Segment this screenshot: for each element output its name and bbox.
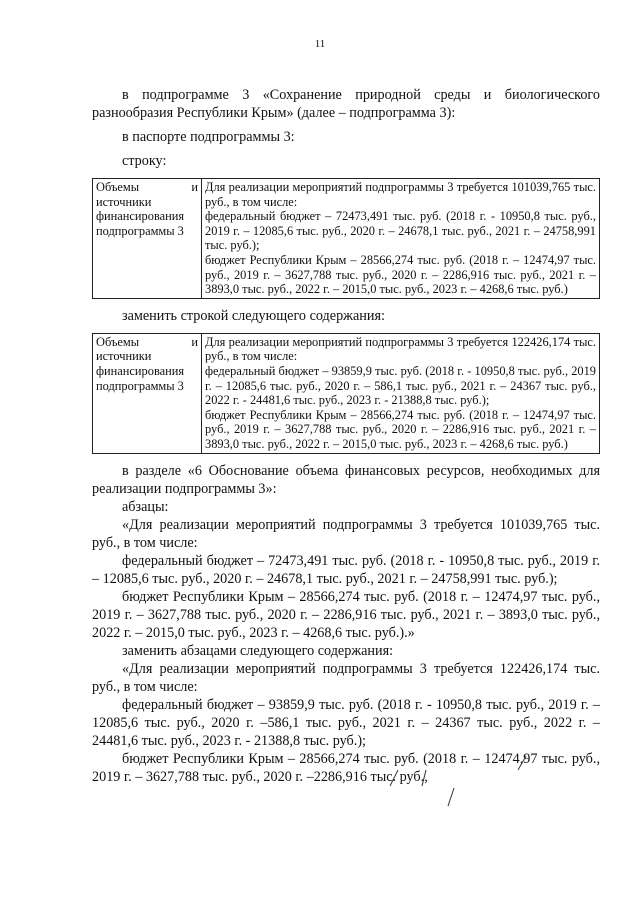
table-line: бюджет Республики Крым – 28566,274 тыс. руб. (2018 г. – 12474,97 тыс. руб., 2019 г. – 3627,788 тыс. руб., 2020 г. – 2286,916 тыс. руб., 2021 г. – 3893,0 тыс. руб., 2022 г. – 2015,0 тыс. руб., 2023 г. – 4268,6 тыс. руб.) [205,407,596,451]
old-paragraph: бюджет Республики Крым – 28566,274 тыс. руб. (2018 г. – 12474,97 тыс. руб., 2019 г. – 3627,788 тыс. руб., 2020 г. – 2286,916 тыс. руб., 2021 г. – 3893,0 тыс. руб., 2022 г. – 2015,0 тыс. руб., 2023 г. – 4268,6 тыс. руб.).» [92,588,600,641]
table-row [93,333,600,453]
table-label-cell: Объемы и источники финансирования подпрограммы 3 [93,179,202,299]
table-value-cell [202,179,600,299]
table-line: бюджет Республики Крым – 28566,274 тыс. руб. (2018 г. – 12474,97 тыс. руб., 2019 г. – 3627,788 тыс. руб., 2020 г. – 2286,916 тыс. руб., 2021 г. – 3893,0 тыс. руб., 2022 г. – 2015,0 тыс. руб., 2023 г. – 4268,6 тыс. руб.) [205,252,596,297]
replace-row-paragraph: заменить строкой следующего содержания: [122,307,385,324]
passport-table-new [92,333,600,454]
document-body [92,86,600,786]
new-paragraph: «Для реализации мероприятий подпрограммы 3 требуется 122426,174 тыс. руб., в том числе: [92,660,600,695]
new-paragraph: федеральный бюджет – 93859,9 тыс. руб. (2018 г. - 10950,8 тыс. руб., 2019 г. – 12085,6 тыс. руб., 2020 г. –586,1 тыс. руб., 2021 г. – 24367 тыс. руб., 2022 г. – 24481,6 тыс. руб., 2023 г. - 21388,8 тыс. руб.); [92,696,600,749]
row-word: строку: [122,153,167,169]
page-number: 11 [314,38,326,50]
table-value-cell [202,333,600,453]
table-row [93,179,600,299]
new-paragraph: бюджет Республики Крым – 28566,274 тыс. руб. (2018 г. – 12474,97 тыс. руб., 2019 г. – 3627,788 тыс. руб., 2020 г. –2286,916 тыс. руб., [92,750,600,785]
paragraphs-word: абзацы: [122,498,169,515]
intro-paragraph: в подпрограмме 3 «Сохранение природной среды и биологического разнообразия Республики Крым» (далее – подпрограмма 3): [92,87,600,121]
old-paragraph: федеральный бюджет – 72473,491 тыс. руб. (2018 г. - 10950,8 тыс. руб., 2019 г. – 12085,6 тыс. руб., 2020 г. – 24678,1 тыс. руб., 2021 г. – 24758,991 тыс. руб.); [92,552,600,587]
passport-table-old [92,178,600,299]
table-label-cell: Объемы и источники финансирования подпрограммы 3 [93,333,202,453]
table-line: федеральный бюджет – 72473,491 тыс. руб. (2018 г. - 10950,8 тыс. руб., 2019 г. – 12085,6 тыс. руб., 2020 г. – 24678,1 тыс. руб., 2021 г. – 24758,991 тыс. руб.); [205,209,596,253]
table-line: Для реализации мероприятий подпрограммы 3 требуется 101039,765 тыс. руб., в том числе: [205,180,596,209]
section-intro-paragraph: в разделе «6 Обоснование объема финансовых ресурсов, необходимых для реализации подпрограммы 3»: [92,462,600,497]
replace-paragraphs-paragraph: заменить абзацами следующего содержания: [122,642,394,659]
passport-paragraph: в паспорте подпрограммы 3: [122,129,295,145]
handwritten-correction-marks [330,752,550,812]
old-paragraph: «Для реализации мероприятий подпрограммы 3 требуется 101039,765 тыс. руб., в том числе: [92,516,600,551]
table-line: Для реализации мероприятий подпрограммы 3 требуется 122426,174 тыс. руб., в том числе: [205,334,596,364]
table-line: федеральный бюджет – 93859,9 тыс. руб. (2018 г. - 10950,8 тыс. руб., 2019 г. – 12085,6 тыс. руб., 2020 г. – 586,1 тыс. руб., 2021 г. – 24367 тыс. руб., 2022 г. - 24481,6 тыс. руб., 2023 г. - 21388,8 тыс. руб.); [205,363,596,408]
